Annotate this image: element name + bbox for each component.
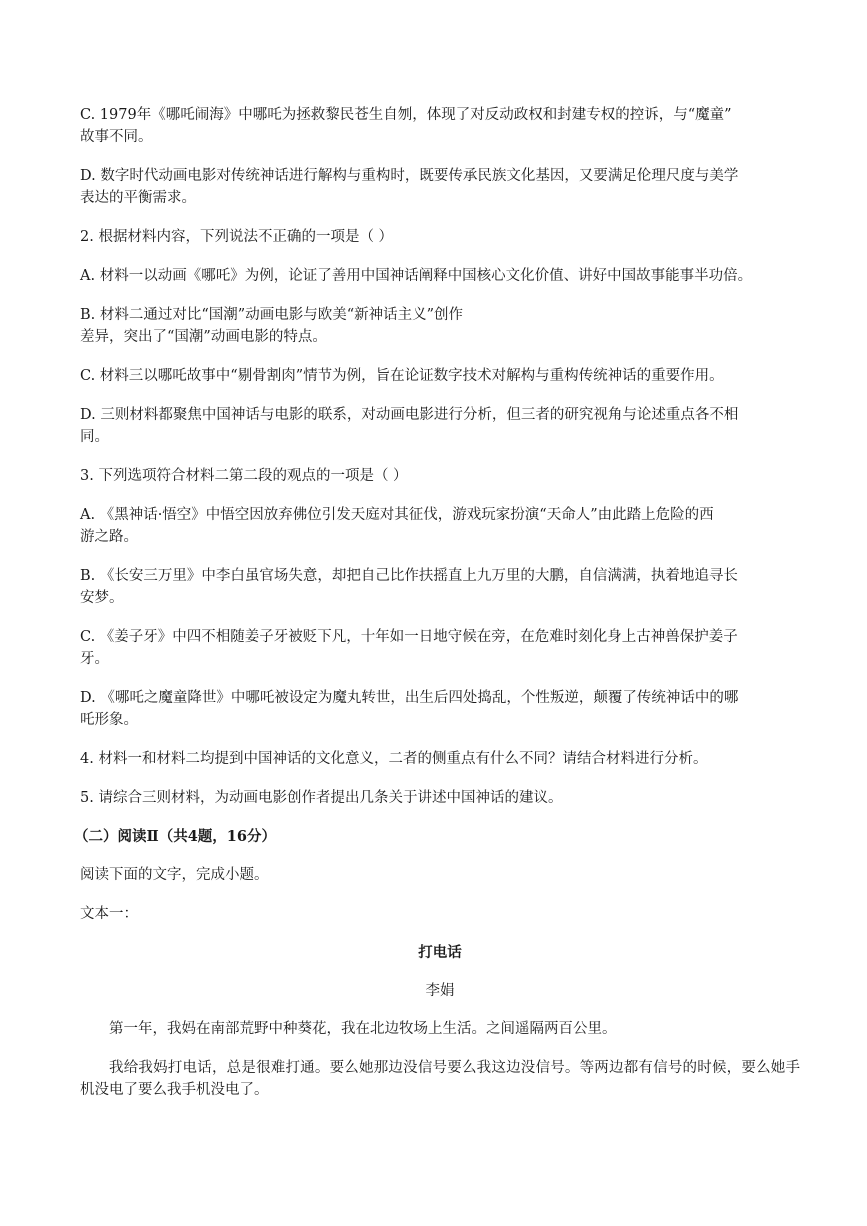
section-instruction: 阅读下面的文字，完成小题。 — [80, 867, 269, 883]
option-line: C. 《姜子牙》中四不相随姜子牙被贬下凡，十年如一日地守候在旁，在危难时刻化身上古神兽保护姜子 — [80, 629, 738, 645]
option-line: 牙。 — [80, 651, 109, 667]
q3-option-c — [80, 626, 800, 670]
option-line: 吒形象。 — [80, 712, 138, 728]
article-paragraph: 第一年，我妈在南部荒野中种葵花，我在北边牧场上生活。之间遥隔两百公里。 — [109, 1021, 617, 1037]
option-line: B. 材料二通过对比“国潮”动画电影与欧美“新神话主义”创作 — [80, 307, 464, 323]
text-label: 文本一： — [80, 906, 138, 922]
option-line: 差异，突出了“国潮”动画电影的特点。 — [80, 329, 327, 345]
option-line: C. 材料三以哪吒故事中“剔骨割肉”情节为例，旨在论证数字技术对解构与重构传统神话的重要作用。 — [80, 368, 724, 384]
option-line: C. 1979年《哪吒闹海》中哪吒为拯救黎民苍生自刎，体现了对反动政权和封建专权的控诉，与“魔童” — [80, 107, 732, 123]
option-line: D. 《哪吒之魔童降世》中哪吒被设定为魔丸转世，出生后四处捣乱，个性叛逆，颠覆了传统神话中的哪 — [80, 690, 739, 706]
option-line: 故事不同。 — [80, 129, 153, 145]
q3-option-d — [80, 687, 800, 731]
option-line: D. 数字时代动画电影对传统神话进行解构与重构时，既要传承民族文化基因，又要满足伦理尺度与美学 — [80, 168, 739, 184]
q2-option-b — [80, 304, 800, 348]
q3-stem: 3. 下列选项符合材料二第二段的观点的一项是（ ） — [80, 468, 408, 484]
article-title: 打电话 — [418, 944, 462, 961]
q2-option-c — [80, 365, 800, 387]
q2-stem: 2. 根据材料内容，下列说法不正确的一项是（ ） — [80, 229, 394, 245]
option-line: A. 材料一以动画《哪吒》为例，论证了善用中国神话阐释中国核心文化价值、讲好中国故事能事半功倍。 — [80, 268, 753, 284]
q1-option-d — [80, 165, 800, 209]
q2-option-a — [80, 265, 800, 287]
option-line: B. 《长安三万里》中李白虽官场失意，却把自己比作扶摇直上九万里的大鹏，自信满满，执着地追寻长 — [80, 568, 738, 584]
article-author: 李娟 — [425, 983, 455, 999]
section-heading: （二）阅读Ⅱ（共4题，16分） — [74, 828, 276, 845]
document-page — [74, 104, 800, 1118]
option-line: 安梦。 — [80, 590, 124, 606]
q3-option-a — [80, 504, 800, 548]
option-line: 游之路。 — [80, 529, 138, 545]
option-line: 同。 — [80, 429, 109, 445]
article-paragraph: 我给我妈打电话，总是很难打通。要么她那边没信号要么我这边没信号。等两边都有信号的时候，要么她手机没电了要么我手机没电了。 — [80, 1060, 800, 1098]
q3-option-b — [80, 565, 800, 609]
option-line: 表达的平衡需求。 — [80, 190, 196, 206]
q5-stem: 5. 请综合三则材料，为动画电影创作者提出几条关于讲述中国神话的建议。 — [80, 790, 563, 806]
option-line: A. 《黑神话·悟空》中悟空因放弃佛位引发天庭对其征伐，游戏玩家扮演“天命人”由此踏上危险的西 — [80, 507, 714, 523]
q2-option-d — [80, 404, 800, 448]
q4-stem: 4. 材料一和材料二均提到中国神话的文化意义，二者的侧重点有什么不同？请结合材料进行分析。 — [80, 751, 708, 767]
option-line: D. 三则材料都聚焦中国神话与电影的联系，对动画电影进行分析，但三者的研究视角与论述重点各不相 — [80, 407, 739, 423]
q1-option-c — [80, 104, 800, 148]
